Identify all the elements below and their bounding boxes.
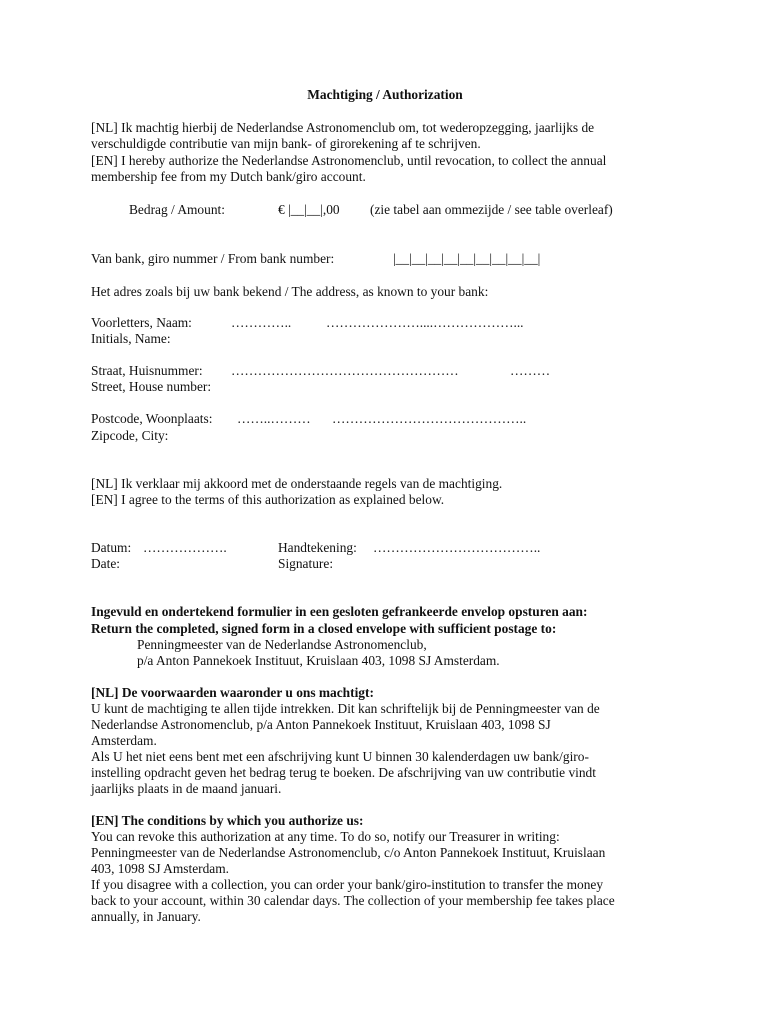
conditions-nl-line: Als U het niet eens bent met een afschrijving kunt U binnen 30 kalenderdagen uw bank/giro-	[91, 749, 589, 764]
signature-label-nl: Handtekening:	[278, 540, 357, 555]
conditions-en-line: back to your account, within 30 calendar days. The collection of your membership fee takes place	[91, 893, 615, 908]
return-address-line1: Penningmeester van de Nederlandse Astronomenclub,	[137, 637, 427, 652]
address-header: Het adres zoals bij uw bank bekend / The address, as known to your bank:	[91, 284, 489, 299]
house-number-field[interactable]: ………	[510, 363, 551, 378]
conditions-en-line: If you disagree with a collection, you can order your bank/giro-institution to transfer the money	[91, 877, 604, 892]
conditions-en-line: Penningmeester van de Nederlandse Astronomenclub, c/o Anton Pannekoek Instituut, Kruislaan	[91, 845, 606, 860]
conditions-nl-line: Nederlandse Astronomenclub, p/a Anton Pannekoek Instituut, Kruislaan 403, 1098 SJ	[91, 717, 551, 732]
city-label-nl: Postcode, Woonplaats:	[91, 411, 213, 426]
agree-nl: [NL] Ik verklaar mij akkoord met de onderstaande regels van de machtiging.	[91, 476, 503, 491]
bank-number-field[interactable]: |__|__|__|__|__|__|__|__|__|	[393, 251, 541, 266]
amount-field[interactable]: € |__|__|,00	[278, 202, 340, 217]
signature-field[interactable]: ………………………………..	[373, 540, 541, 555]
intro-nl-line1: [NL] Ik machtig hierbij de Nederlandse Astronomenclub om, tot wederopzegging, jaarlijks de	[91, 120, 595, 135]
amount-note: (zie tabel aan ommezijde / see table overleaf)	[370, 202, 613, 217]
name-field[interactable]: …………………....………………...	[326, 315, 524, 330]
conditions-en-line: You can revoke this authorization at any time. To do so, notify our Treasurer in writing:	[91, 829, 560, 844]
date-field[interactable]: ……………….	[143, 540, 227, 555]
intro-en-line2: membership fee from my Dutch bank/giro account.	[91, 169, 366, 184]
date-label-en: Date:	[91, 556, 120, 571]
street-label-en: Street, House number:	[91, 379, 212, 394]
city-label-en: Zipcode, City:	[91, 428, 169, 443]
intro-nl-line2: verschuldigde contributie van mijn bank- of girorekening af te schrijven.	[91, 136, 481, 151]
date-label-nl: Datum:	[91, 540, 132, 555]
agree-en: [EN] I agree to the terms of this authorization as explained below.	[91, 492, 445, 507]
conditions-nl-line: jaarlijks plaats in de maand januari.	[91, 781, 282, 796]
conditions-en-line: 403, 1098 SJ Amsterdam.	[91, 861, 229, 876]
street-label-nl: Straat, Huisnummer:	[91, 363, 203, 378]
name-label-nl: Voorletters, Naam:	[91, 315, 192, 330]
signature-label-en: Signature:	[278, 556, 334, 571]
conditions-nl-line: Amsterdam.	[91, 733, 157, 748]
bank-number-label: Van bank, giro nummer / From bank number:	[91, 251, 335, 266]
name-label-en: Initials, Name:	[91, 331, 171, 346]
return-address-line2: p/a Anton Pannekoek Instituut, Kruislaan 403, 1098 SJ Amsterdam.	[137, 653, 500, 668]
page-title: Machtiging / Authorization	[307, 87, 463, 102]
return-instructions-en: Return the completed, signed form in a closed envelope with sufficient postage to:	[91, 621, 557, 636]
conditions-nl-heading: [NL] De voorwaarden waaronder u ons machtigt:	[91, 685, 374, 700]
conditions-en-heading: [EN] The conditions by which you authorize us:	[91, 813, 364, 828]
intro-en-line1: [EN] I hereby authorize the Nederlandse Astronomenclub, until revocation, to collect the annual	[91, 153, 607, 168]
city-field[interactable]: ……………………………………..	[332, 411, 527, 426]
return-instructions-nl: Ingevuld en ondertekend formulier in een gesloten gefrankeerde envelop opsturen aan:	[91, 604, 588, 619]
conditions-nl-line: instelling opdracht geven het bedrag terug te boeken. De afschrijving van uw contributie vindt	[91, 765, 596, 780]
initials-field[interactable]: …………..	[231, 315, 292, 330]
conditions-en-line: annually, in January.	[91, 909, 201, 924]
zipcode-field[interactable]: ……..………	[237, 411, 311, 426]
street-field[interactable]: ……………………………………………	[231, 363, 459, 378]
amount-label: Bedrag / Amount:	[129, 202, 225, 217]
conditions-nl-line: U kunt de machtiging te allen tijde intrekken. Dit kan schriftelijk bij de Penningmeester van de	[91, 701, 600, 716]
